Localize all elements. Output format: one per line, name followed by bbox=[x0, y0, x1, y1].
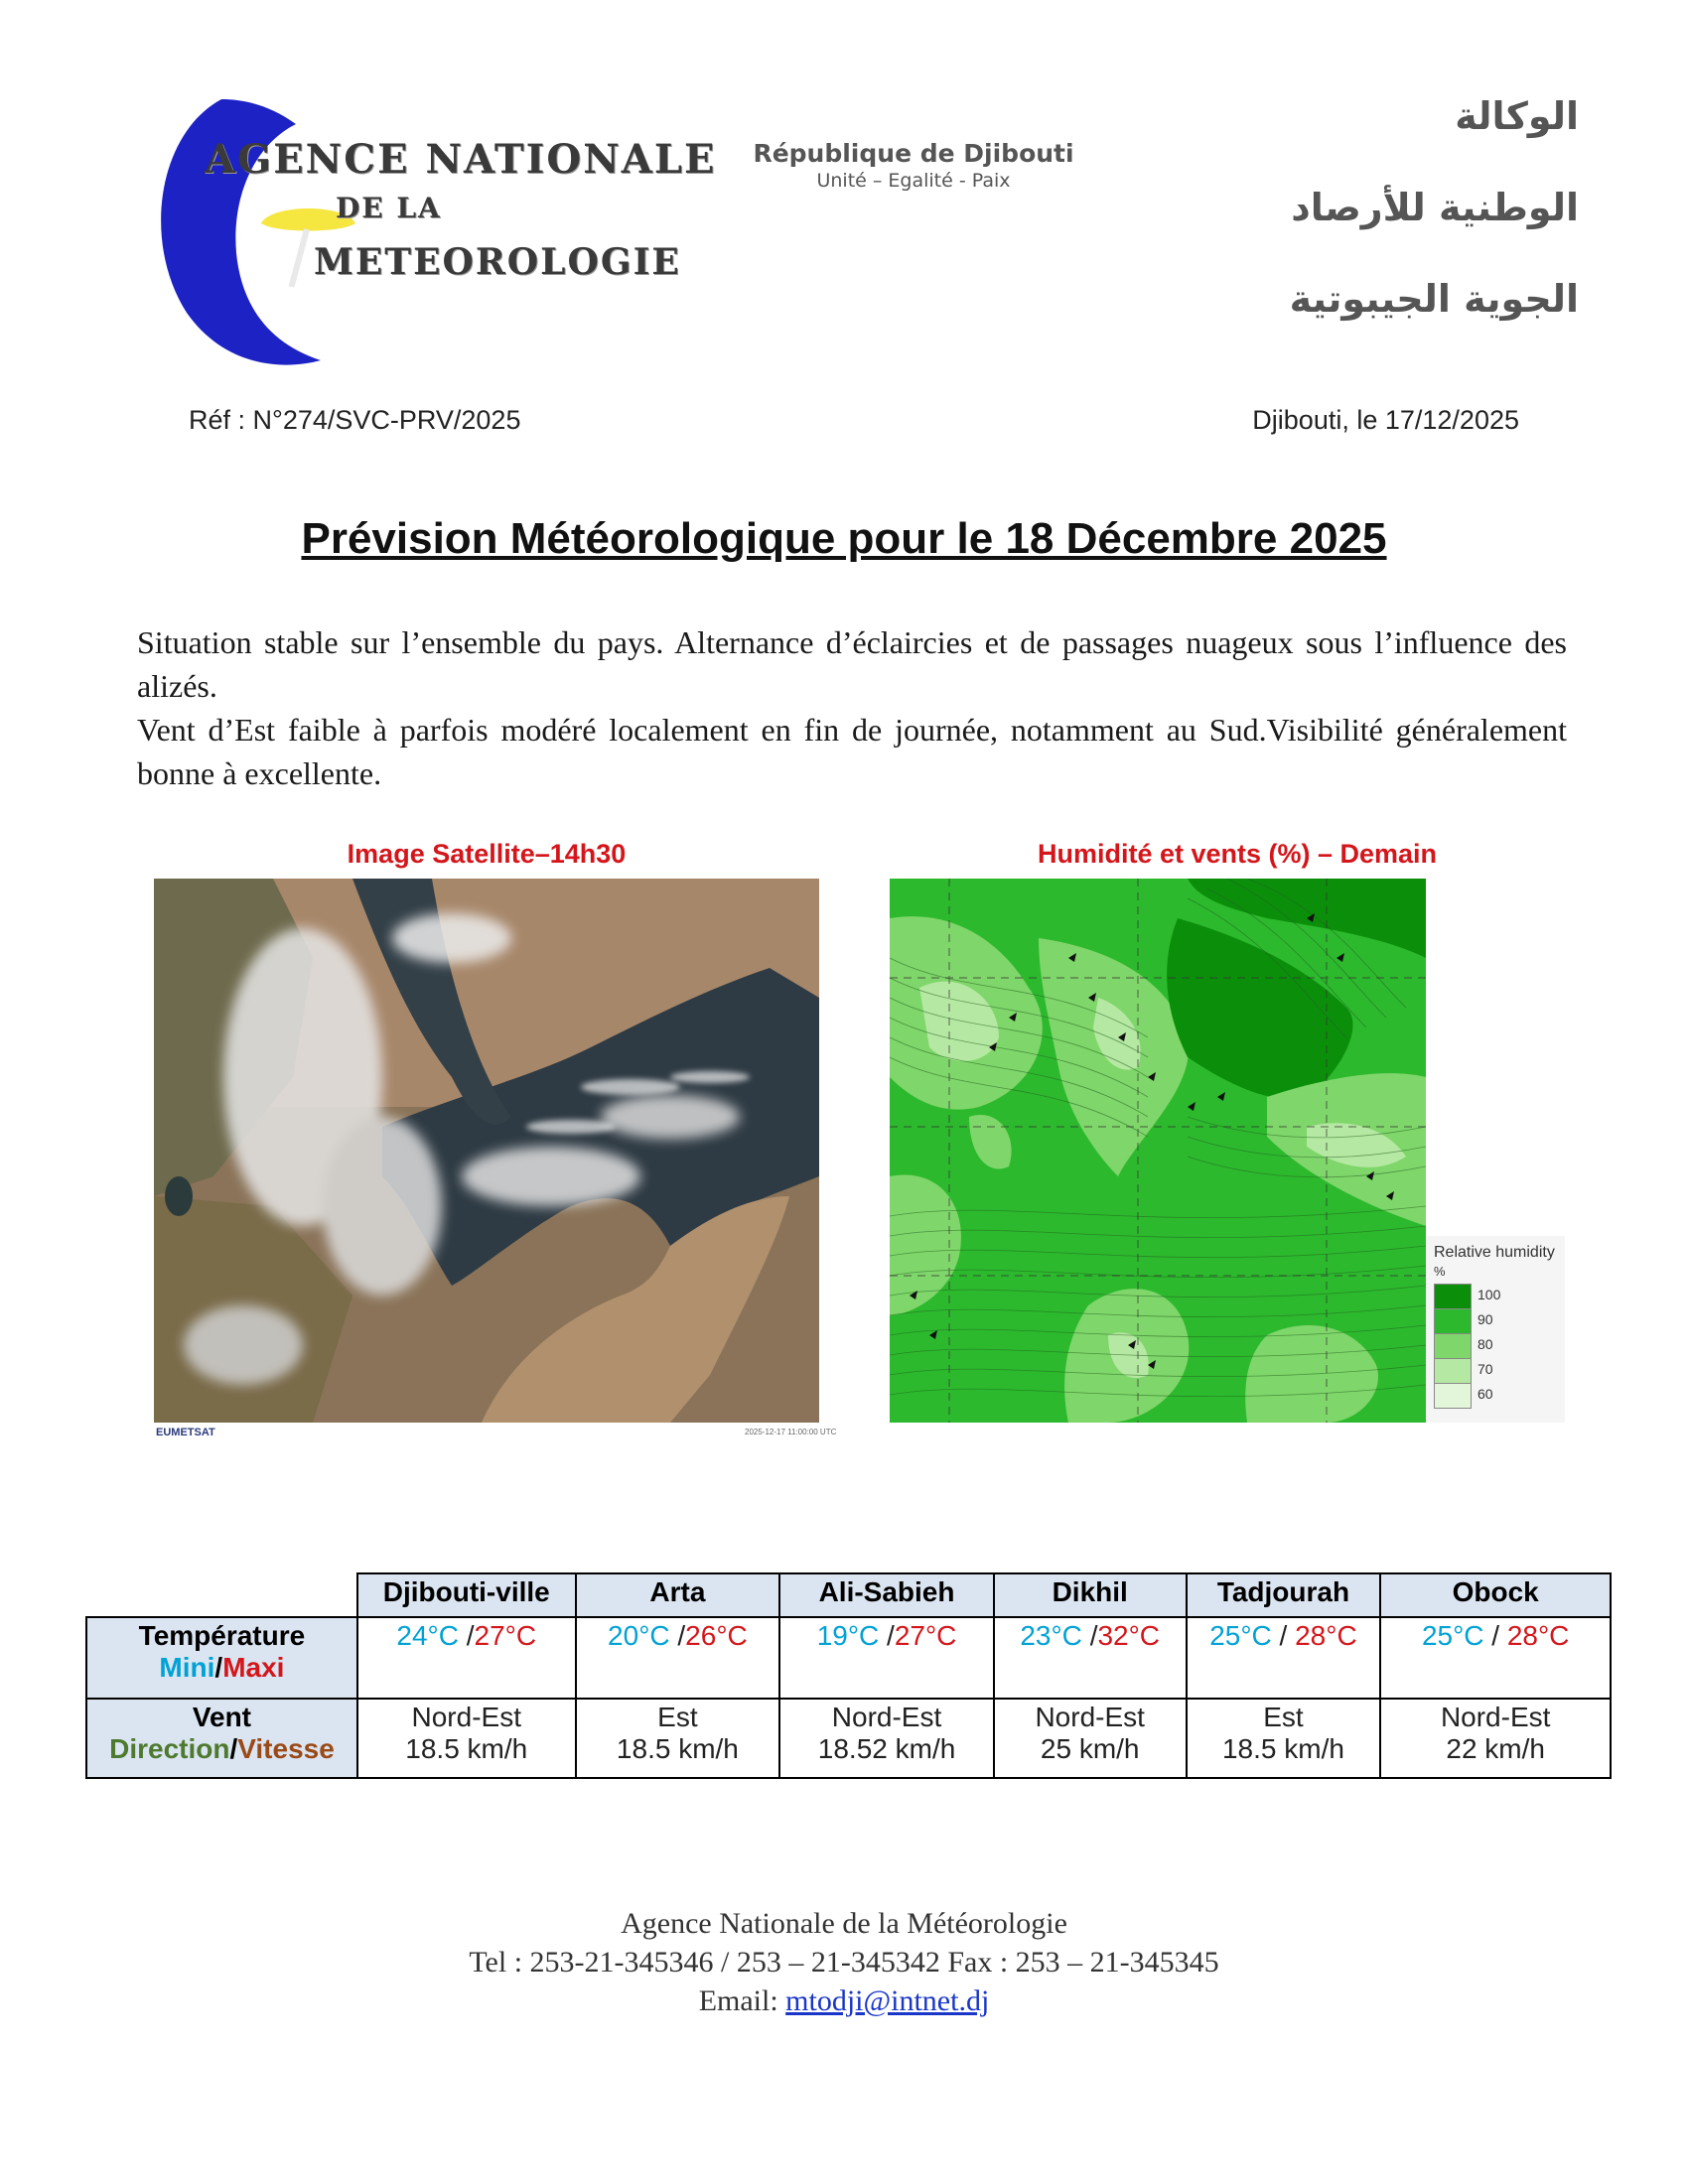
city-header: Dikhil bbox=[994, 1573, 1187, 1617]
legend-row bbox=[1434, 1358, 1553, 1383]
logo-line-3: METEOROLOGIE bbox=[314, 241, 681, 283]
maxi-label: Maxi bbox=[222, 1652, 285, 1683]
label-separator: / bbox=[214, 1652, 223, 1683]
arabic-line-1: الوكالة bbox=[1455, 94, 1579, 138]
legend-row bbox=[1434, 1333, 1553, 1358]
humidity-caption: Humidité et vents (%) – Demain bbox=[1037, 839, 1438, 869]
mini-label: Mini bbox=[159, 1652, 215, 1683]
temperature-cell bbox=[1380, 1617, 1611, 1699]
wind-direction: Nord-Est bbox=[831, 1702, 942, 1732]
legend-swatch bbox=[1434, 1333, 1472, 1359]
city-header: Tadjourah bbox=[1187, 1573, 1381, 1617]
humidity-map bbox=[890, 879, 1426, 1423]
wind-direction: Est bbox=[1263, 1702, 1304, 1732]
temp-min: 24°C bbox=[396, 1620, 467, 1651]
temp-min: 19°C bbox=[816, 1620, 888, 1651]
wind-cell bbox=[1187, 1699, 1381, 1778]
forecast-paragraph-1: Situation stable sur l’ensemble du pays. Alternance d’éclaircies et de passages nuageux sous l’influence des alizés. bbox=[137, 624, 1567, 704]
eumetsat-credit: EUMETSAT bbox=[156, 1427, 215, 1438]
temperature-label: Température bbox=[138, 1620, 306, 1651]
temperature-cell bbox=[779, 1617, 994, 1699]
wind-cell bbox=[1380, 1699, 1611, 1778]
email-link[interactable]: mtodji@intnet.dj bbox=[785, 1984, 990, 2017]
temp-max: 26°C bbox=[685, 1620, 748, 1651]
agency-logo bbox=[147, 94, 717, 372]
wind-cell bbox=[779, 1699, 994, 1778]
temp-separator: / bbox=[1089, 1620, 1098, 1651]
legend-value: 100 bbox=[1477, 1287, 1501, 1302]
temp-separator: / bbox=[677, 1620, 686, 1651]
temp-separator: / bbox=[466, 1620, 475, 1651]
wind-direction: Nord-Est bbox=[411, 1702, 521, 1732]
forecast-paragraph-2: Vent d’Est faible à parfois modéré localement en fin de journée, notamment au Sud.Visibilité généralement bonne à excellente. bbox=[137, 712, 1567, 791]
humidity-legend bbox=[1426, 1236, 1565, 1423]
wind-cell bbox=[994, 1699, 1187, 1778]
city-header: Arta bbox=[576, 1573, 780, 1617]
legend-row bbox=[1434, 1284, 1553, 1308]
city-header: Djibouti-ville bbox=[357, 1573, 576, 1617]
temperature-cell bbox=[357, 1617, 576, 1699]
temp-max: 28°C bbox=[1295, 1620, 1357, 1651]
satellite-timestamp: 2025-12-17 11:00:00 UTC bbox=[745, 1428, 837, 1436]
temperature-cell bbox=[1187, 1617, 1381, 1699]
forecast-table bbox=[85, 1572, 1612, 1779]
direction-label: Direction bbox=[109, 1733, 230, 1764]
republic-heading bbox=[695, 139, 1132, 192]
arabic-line-3: الجوية الجيبوتية bbox=[1289, 277, 1579, 321]
footer-agency: Agence Nationale de la Météorologie bbox=[621, 1907, 1067, 1940]
page-title: Prévision Météorologique pour le 18 Décembre 2025 bbox=[301, 514, 1387, 563]
temp-min: 20°C bbox=[608, 1620, 678, 1651]
table-corner-cell bbox=[86, 1573, 357, 1617]
republic-motto: Unité – Egalité - Paix bbox=[816, 170, 1011, 192]
wind-cell bbox=[576, 1699, 780, 1778]
temp-max: 27°C bbox=[474, 1620, 537, 1651]
legend-value: 80 bbox=[1477, 1336, 1493, 1352]
temp-separator: / bbox=[1491, 1620, 1507, 1651]
temp-max: 27°C bbox=[894, 1620, 957, 1651]
legend-title: Relative humidity bbox=[1434, 1244, 1555, 1261]
issue-date: Djibouti, le 17/12/2025 bbox=[1252, 405, 1519, 435]
table-row bbox=[86, 1617, 1611, 1699]
legend-swatch bbox=[1434, 1284, 1472, 1309]
temp-min: 25°C bbox=[1421, 1620, 1492, 1651]
legend-value: 70 bbox=[1477, 1361, 1493, 1377]
legend-swatch bbox=[1434, 1383, 1472, 1409]
satellite-caption: Image Satellite–14h30 bbox=[347, 839, 627, 869]
footer-email-label: Email: bbox=[698, 1984, 786, 2017]
wind-direction: Est bbox=[657, 1702, 698, 1732]
temperature-cell bbox=[576, 1617, 780, 1699]
temp-min: 25°C bbox=[1209, 1620, 1280, 1651]
wind-speed: 22 km/h bbox=[1446, 1733, 1545, 1764]
legend-swatch bbox=[1434, 1308, 1472, 1334]
wind-speed: 18.5 km/h bbox=[616, 1733, 739, 1764]
wind-label: Vent bbox=[192, 1702, 252, 1732]
temp-separator: / bbox=[1279, 1620, 1296, 1651]
speed-label: Vitesse bbox=[237, 1733, 335, 1764]
footer bbox=[0, 1904, 1688, 2020]
legend-value: 90 bbox=[1477, 1311, 1493, 1327]
wind-row-label bbox=[86, 1699, 357, 1778]
legend-unit: % bbox=[1434, 1264, 1446, 1279]
legend-row bbox=[1434, 1308, 1553, 1333]
wind-direction: Nord-Est bbox=[1440, 1702, 1551, 1732]
legend-value: 60 bbox=[1477, 1386, 1493, 1402]
city-header: Ali-Sabieh bbox=[779, 1573, 994, 1617]
table-header-row bbox=[86, 1573, 1611, 1617]
temp-separator: / bbox=[887, 1620, 895, 1651]
wind-speed: 25 km/h bbox=[1040, 1733, 1140, 1764]
temp-max: 32°C bbox=[1097, 1620, 1161, 1651]
temp-max: 28°C bbox=[1506, 1620, 1570, 1651]
satellite-image bbox=[154, 879, 819, 1423]
temperature-row-label bbox=[86, 1617, 357, 1699]
republic-name: République de Djibouti bbox=[753, 139, 1074, 168]
logo-line-1: AGENCE NATIONALE bbox=[205, 136, 717, 183]
temp-min: 23°C bbox=[1020, 1620, 1090, 1651]
wind-direction: Nord-Est bbox=[1035, 1702, 1145, 1732]
reference-number: Réf : N°274/SVC-PRV/2025 bbox=[189, 405, 521, 435]
logo-line-2: DE LA bbox=[336, 192, 442, 224]
arabic-agency-name bbox=[1221, 94, 1579, 368]
legend-row bbox=[1434, 1383, 1553, 1408]
table-row bbox=[86, 1699, 1611, 1778]
wind-speed: 18.5 km/h bbox=[1221, 1733, 1344, 1764]
label-separator: / bbox=[229, 1733, 238, 1764]
city-header: Obock bbox=[1380, 1573, 1611, 1617]
footer-phone: Tel : 253-21-345346 / 253 – 21-345342 Fax : 253 – 21-345345 bbox=[469, 1946, 1219, 1979]
temperature-cell bbox=[994, 1617, 1187, 1699]
arabic-line-2: الوطنية للأرصاد bbox=[1291, 186, 1579, 229]
legend-swatch bbox=[1434, 1358, 1472, 1384]
wind-cell bbox=[357, 1699, 576, 1778]
wind-speed: 18.5 km/h bbox=[405, 1733, 528, 1764]
wind-speed: 18.52 km/h bbox=[817, 1733, 956, 1764]
